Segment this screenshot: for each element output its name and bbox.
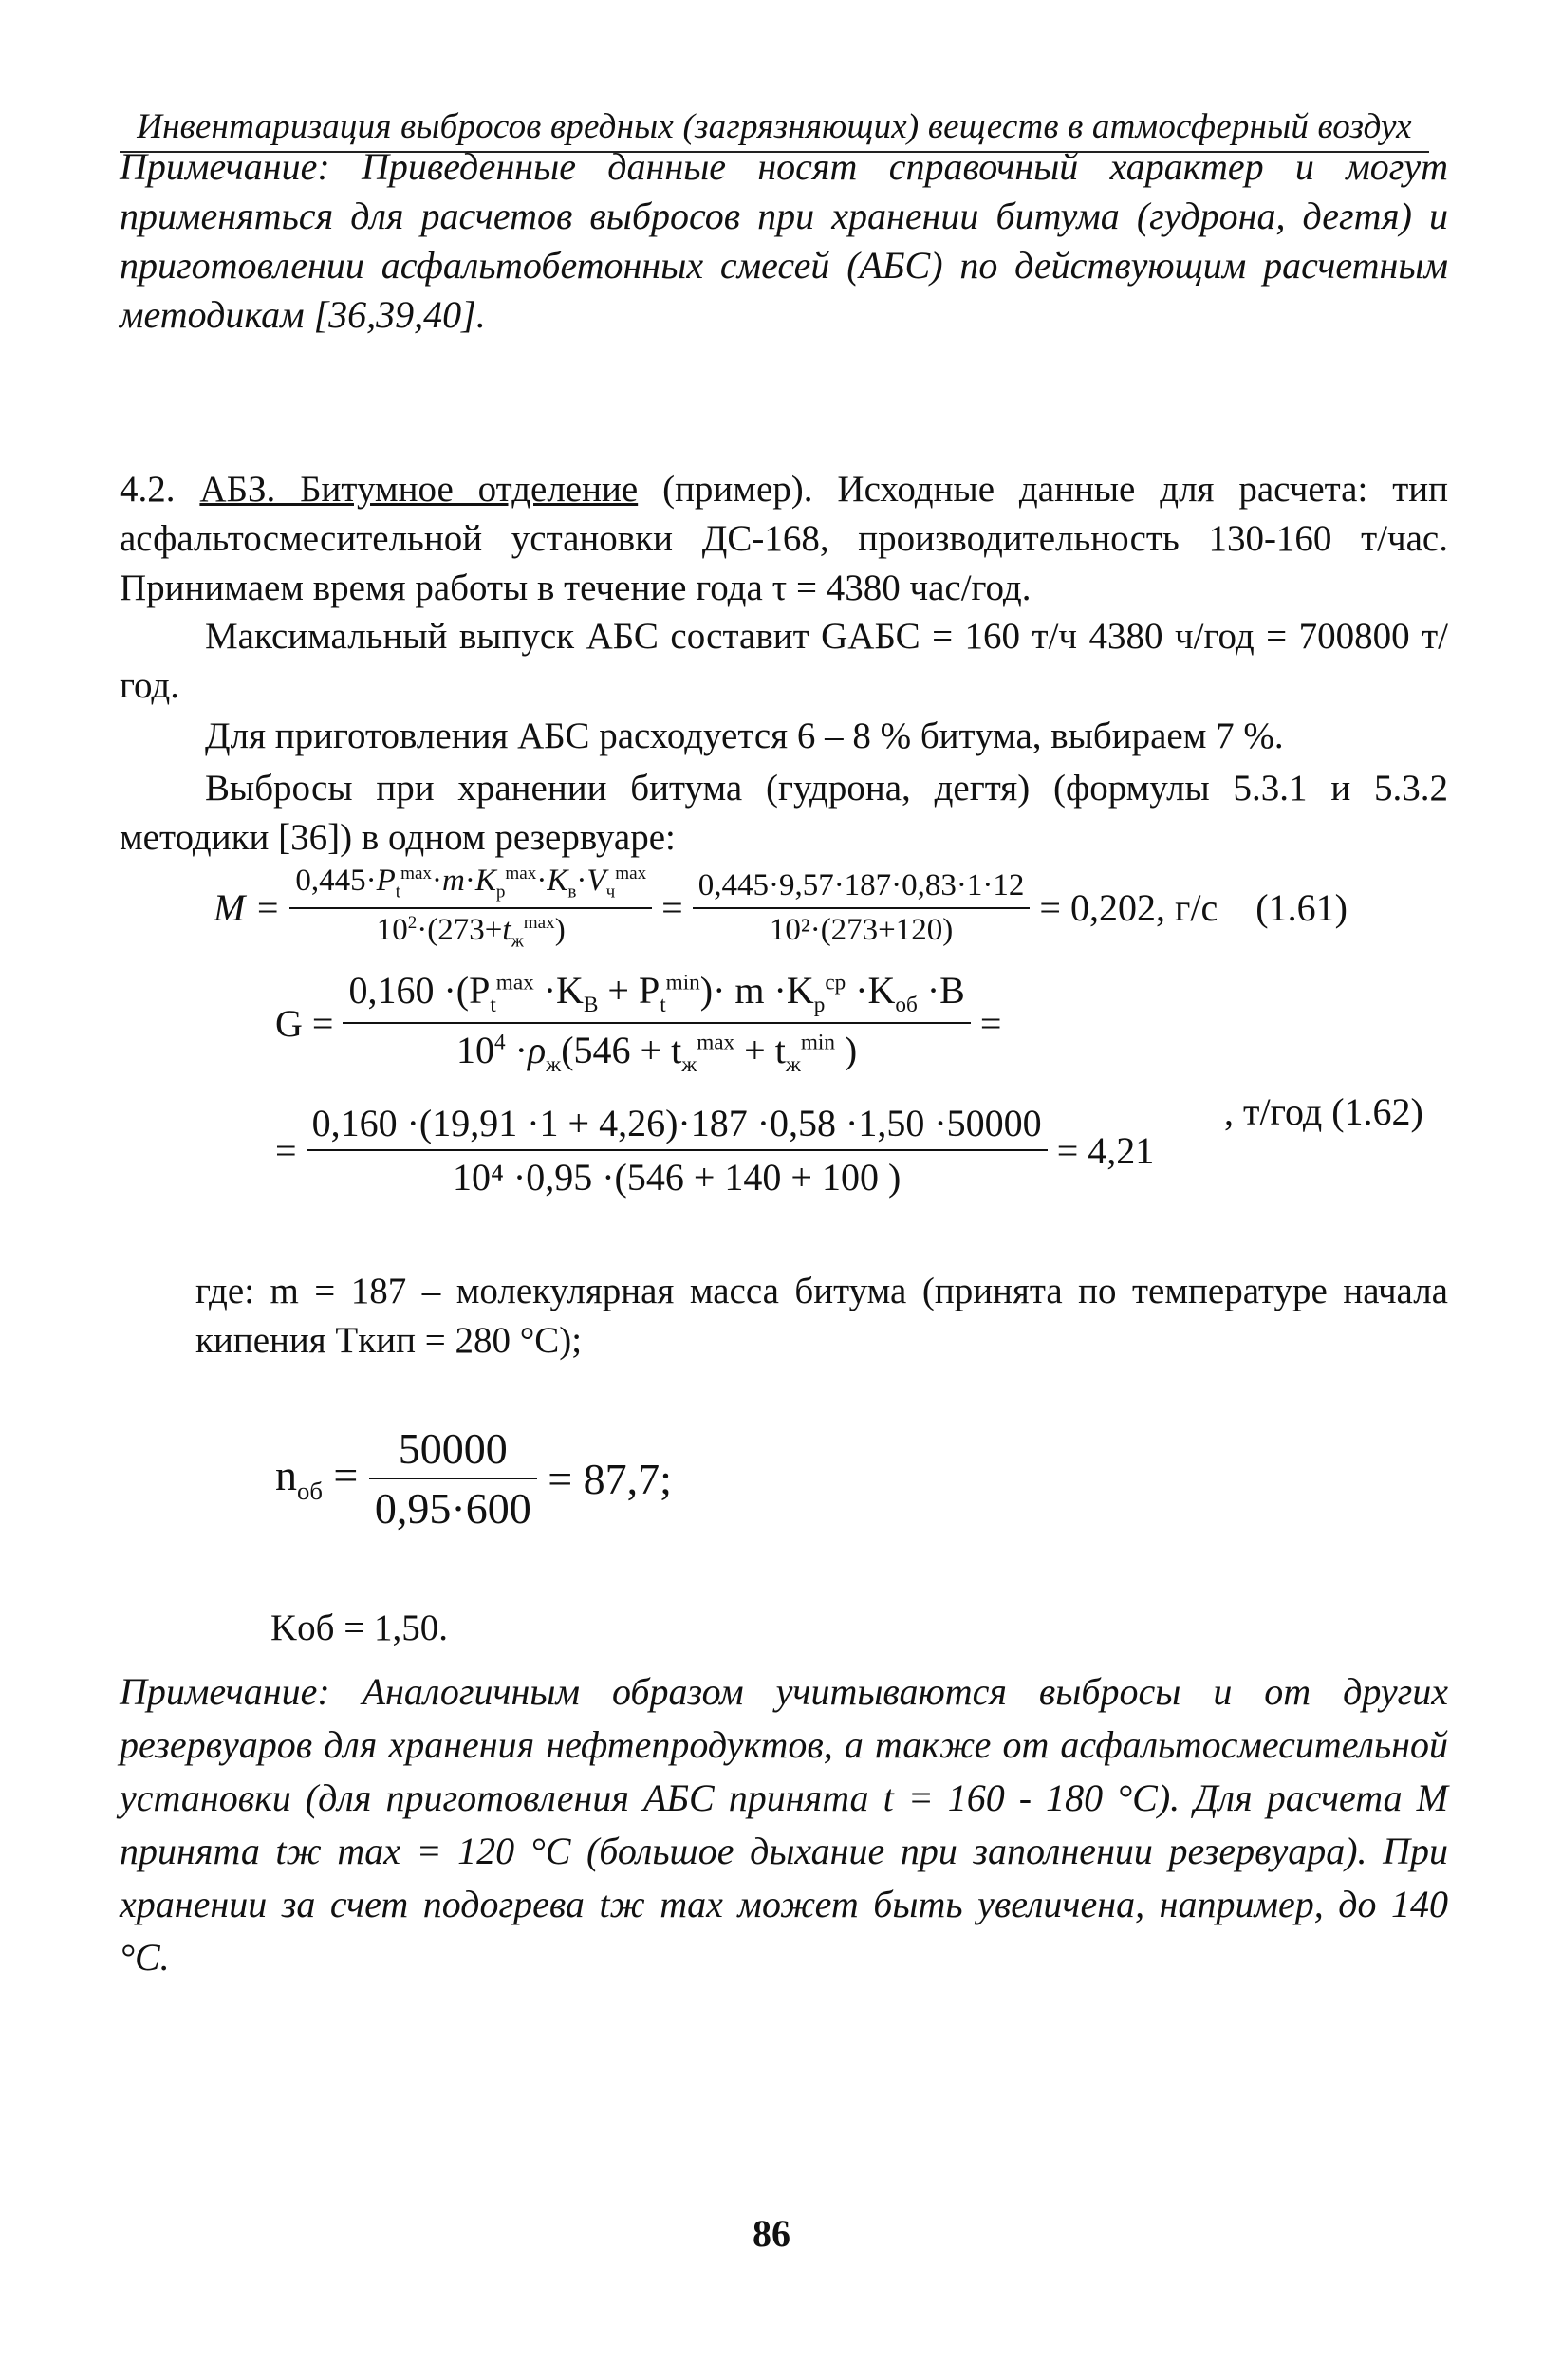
running-header: Инвентаризация выбросов вредных (загрязняющих) веществ в атмосферный воздух <box>120 106 1429 153</box>
eq162-substituted-fraction: $\frac{0,160 \cdot(19,91 \cdot 1 + 4,26)\cdot 187 \cdot 0,58 \cdot 1,50 \cdot 50000}{\text{10⁴ ·0,95 ·(546 + 140 + 100 )}}$ <box>307 1101 1048 1199</box>
paragraph-where: где: m = 187 – молекулярная масса битума (принята по температуре начала кипения Tкип = 280 °С); <box>195 1271 1448 1361</box>
equation-1-62-substituted: = $\frac{0,160 \cdot(19,91 \cdot 1 + 4,26)\cdot 187 \cdot 0,58 \cdot 1,50 \cdot 50000}{\text{10⁴ ·0,95 ·(546 + 140 + 100 )}}$ = 4,21 <box>275 1102 1155 1199</box>
equation-1-61: M = $\frac{0,445\cdot P_t^{max}\cdot m\cdot K_p^{max}\cdot K_в\cdot V_ч^{max}}{10^2\cdot(273+t_ж^{max})}$ = $\frac{0,445\cdot 9,57\cdot 187\cdot 0,83\cdot 1\cdot 12}{\text{10²·(273+120)}}$ = 0,202, г/с (1.61) <box>214 864 1348 952</box>
eq162-result: = 4,21 <box>1056 1128 1155 1172</box>
note-2-label: Примечание: <box>120 1670 330 1713</box>
section-text: (пример). Исходные данные для расчета: тип асфальтосмесительной установки ДС-168, производительность 130-160 т/час. Принимаем время работы в течение года τ = 4380 час/год. <box>120 469 1448 608</box>
eq162-unit: , т/год <box>1224 1090 1323 1133</box>
eq161-formula-fraction: $\frac{0,445\cdot P_t^{max}\cdot m\cdot K_p^{max}\cdot K_в\cdot V_ч^{max}}{10^2\cdot(273+t_ж^{max})}$ <box>289 864 652 952</box>
eq161-number: (1.61) <box>1255 886 1348 930</box>
section-number: 4.2. <box>120 469 176 510</box>
eq162-unit-number <box>1224 1089 1423 1134</box>
k-ob: Kоб = 1,50. <box>270 1608 449 1648</box>
equation-1-62-formula: G = $\frac{0,160 \cdot(P_t^{max} \cdot K_B + P_t^{min})\cdot m \cdot K_p^{cp} \cdot K_{об} \cdot B}{10^4 \cdot\rho_ж(546 + t_ж^{max} + t_ж^{min} )}$ = <box>275 969 1002 1077</box>
eq161-unit: , г/с <box>1155 886 1218 930</box>
eq162-number: (1.62) <box>1331 1090 1423 1133</box>
note-1-label: Примечание: <box>120 145 330 188</box>
nob-result: = 87,7 <box>548 1454 660 1503</box>
note-2 <box>120 1665 1448 1984</box>
note-1-text: Приведенные данные носят справочный характер и могут применяться для расчетов выбросов при хранении битума (гудрона, дегтя) и приготовлении асфальтобетонных смесей (АБС) по действующим расчетным методикам [36,39,40]. <box>120 145 1449 336</box>
paragraph-bitumen: Для приготовления АБС расходуется 6 – 8 % битума, выбираем 7 %. <box>205 716 1284 756</box>
equation-n-ob: $n_{об}$ = $\frac{50000}{0,95\cdot 600}$ = 87,7; <box>275 1424 672 1533</box>
paragraph-emissions: Выбросы при хранении битума (гудрона, дегтя) (формулы 5.3.1 и 5.3.2 методики [36]) в одном резервуаре: <box>120 768 1448 858</box>
eq161-lhs: M = <box>214 886 281 930</box>
nob-fraction: $\frac{50000}{0,95\cdot 600}$ <box>369 1423 537 1534</box>
note-1 <box>120 142 1448 340</box>
eq162-formula-fraction: $\frac{0,160 \cdot(P_t^{max} \cdot K_B + P_t^{min})\cdot m \cdot K_p^{cp} \cdot K_{об} \cdot B}{10^4 \cdot\rho_ж(546 + t_ж^{max} + t_ж^{min} )}$ <box>343 968 970 1078</box>
note-2-text: Аналогичным образом учитываются выбросы и от других резервуаров для хранения нефтепродуктов, а также от асфальтосмесительной установки (для приготовления АБС принята t = 160 - 180 °С). Для расчета M принята tж max = 120 °С (большое дыхание при заполнении резервуара). При хранении за счет подогрева tж max может быть увеличена, например, до 140 °С. <box>120 1670 1448 1979</box>
eq161-substituted-fraction: $\frac{0,445\cdot 9,57\cdot 187\cdot 0,83\cdot 1\cdot 12}{\text{10²·(273+120)}}$ <box>693 868 1031 948</box>
eq161-result: = 0,202 <box>1039 886 1156 930</box>
section-4-2 <box>120 465 1448 613</box>
page-number: 86 <box>753 2212 790 2255</box>
paragraph-output: Максимальный выпуск АБС составит GАБС = 160 т/ч 4380 ч/год = 700800 т/год. <box>120 616 1448 706</box>
section-title: АБЗ. Битумное отделение <box>199 469 639 510</box>
